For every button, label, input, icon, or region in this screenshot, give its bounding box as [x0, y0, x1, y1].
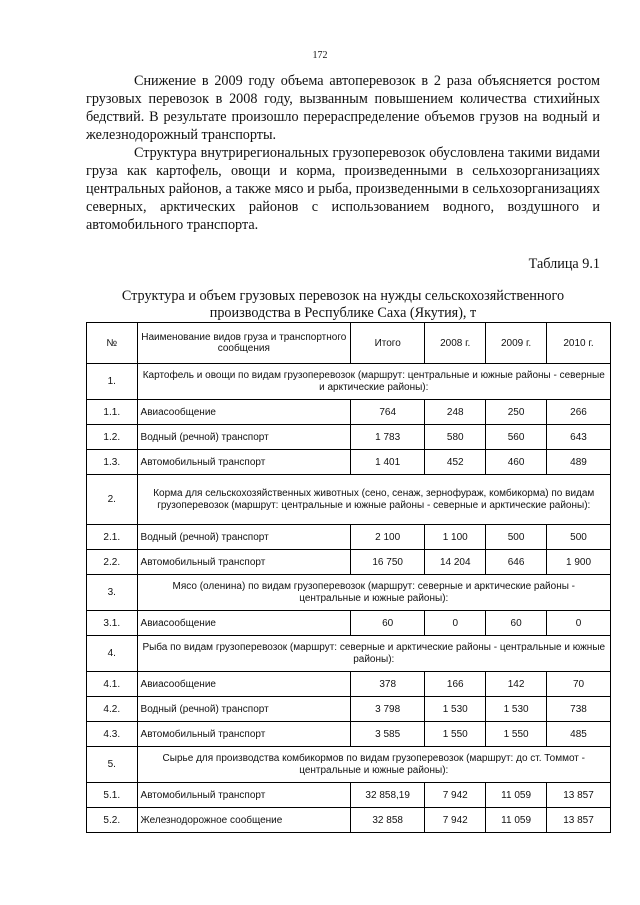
table-row — [87, 722, 611, 747]
table-body — [87, 364, 611, 833]
row-value-2009: 60 — [486, 611, 547, 636]
row-value-2009: 646 — [486, 550, 547, 575]
row-number: 1.1. — [87, 400, 138, 425]
row-value-2010: 1 900 — [547, 550, 611, 575]
row-value-2009: 1 550 — [486, 722, 547, 747]
row-total: 3 585 — [351, 722, 425, 747]
row-name: Авиасообщение — [137, 611, 351, 636]
row-name: Водный (речной) транспорт — [137, 697, 351, 722]
row-value-2009: 11 059 — [486, 808, 547, 833]
table-title: Структура и объем грузовых перевозок на нужды сельскохозяйственного производства в Республике Саха (Якутия), т — [121, 288, 565, 321]
row-name: Авиасообщение — [137, 400, 351, 425]
section-number: 1. — [87, 364, 138, 400]
table-header-row — [87, 323, 611, 364]
header-2008: 2008 г. — [425, 323, 486, 364]
paragraph-1: Снижение в 2009 году объема автоперевозок в 2 раза объясняется ростом грузовых перевозок в 2008 году, вызванным повышением количества стихийных бедствий. В результате произошло перераспределение объемов грузов на водный и железнодорожный транспорты. — [86, 73, 600, 143]
row-number: 4.3. — [87, 722, 138, 747]
header-2010: 2010 г. — [547, 323, 611, 364]
row-name: Железнодорожное сообщение — [137, 808, 351, 833]
row-total: 32 858,19 — [351, 783, 425, 808]
row-value-2008: 1 100 — [425, 525, 486, 550]
table-row — [87, 611, 611, 636]
section-row — [87, 364, 611, 400]
freight-table — [86, 322, 611, 833]
row-total: 60 — [351, 611, 425, 636]
page-number: 172 — [312, 50, 328, 61]
row-total: 16 750 — [351, 550, 425, 575]
table-row — [87, 400, 611, 425]
section-title: Рыба по видам грузоперевозок (маршрут: северные и арктические районы - центральные и южные районы): — [137, 636, 610, 672]
row-total: 764 — [351, 400, 425, 425]
row-value-2010: 489 — [547, 450, 611, 475]
row-name: Автомобильный транспорт — [137, 450, 351, 475]
row-value-2010: 738 — [547, 697, 611, 722]
row-value-2008: 7 942 — [425, 808, 486, 833]
table-caption: Таблица 9.1 — [528, 256, 600, 272]
header-2009: 2009 г. — [486, 323, 547, 364]
row-number: 5.1. — [87, 783, 138, 808]
row-name: Автомобильный транспорт — [137, 550, 351, 575]
row-name: Автомобильный транспорт — [137, 722, 351, 747]
section-row — [87, 475, 611, 525]
row-number: 4.1. — [87, 672, 138, 697]
row-value-2009: 460 — [486, 450, 547, 475]
row-name: Водный (речной) транспорт — [137, 425, 351, 450]
table-row — [87, 783, 611, 808]
row-value-2008: 452 — [425, 450, 486, 475]
row-value-2009: 142 — [486, 672, 547, 697]
section-number: 2. — [87, 475, 138, 525]
row-value-2010: 70 — [547, 672, 611, 697]
table-row — [87, 525, 611, 550]
row-value-2008: 7 942 — [425, 783, 486, 808]
row-total: 2 100 — [351, 525, 425, 550]
table-row — [87, 450, 611, 475]
row-value-2008: 166 — [425, 672, 486, 697]
row-number: 5.2. — [87, 808, 138, 833]
row-value-2008: 14 204 — [425, 550, 486, 575]
row-value-2009: 560 — [486, 425, 547, 450]
row-number: 4.2. — [87, 697, 138, 722]
row-value-2010: 13 857 — [547, 808, 611, 833]
table-row — [87, 697, 611, 722]
row-number: 2.1. — [87, 525, 138, 550]
body-text — [86, 72, 600, 234]
row-value-2009: 11 059 — [486, 783, 547, 808]
row-number: 2.2. — [87, 550, 138, 575]
table-row — [87, 425, 611, 450]
header-name: Наименование видов груза и транспортного сообщения — [137, 323, 351, 364]
section-number: 4. — [87, 636, 138, 672]
section-title: Сырье для производства комбикормов по видам грузоперевозок (маршрут: до ст. Томмот - центральные и южные районы): — [137, 747, 610, 783]
header-total: Итого — [351, 323, 425, 364]
row-value-2010: 500 — [547, 525, 611, 550]
row-number: 3.1. — [87, 611, 138, 636]
row-value-2008: 1 550 — [425, 722, 486, 747]
row-total: 32 858 — [351, 808, 425, 833]
section-title: Мясо (оленина) по видам грузоперевозок (маршрут: северные и арктические районы - центральные и южные районы): — [137, 575, 610, 611]
row-value-2009: 250 — [486, 400, 547, 425]
row-total: 1 401 — [351, 450, 425, 475]
row-number: 1.3. — [87, 450, 138, 475]
row-value-2010: 643 — [547, 425, 611, 450]
row-value-2010: 266 — [547, 400, 611, 425]
table-row — [87, 672, 611, 697]
section-row — [87, 575, 611, 611]
row-total: 3 798 — [351, 697, 425, 722]
row-value-2010: 485 — [547, 722, 611, 747]
paragraph-2: Структура внутрирегиональных грузоперевозок обусловлена такими видами груза как картофель, овощи и корма, произведенными в сельхозорганизациях центральных районов, а также мясо и рыба, произведенными в сельхозорганизациях северных, арктических районов с использованием водного, воздушного и автомобильного транспорта. — [86, 145, 600, 233]
row-total: 378 — [351, 672, 425, 697]
row-name: Автомобильный транспорт — [137, 783, 351, 808]
row-value-2009: 500 — [486, 525, 547, 550]
row-name: Водный (речной) транспорт — [137, 525, 351, 550]
row-value-2008: 248 — [425, 400, 486, 425]
row-value-2010: 0 — [547, 611, 611, 636]
section-title: Корма для сельскохозяйственных животных (сено, сенаж, зернофураж, комбикорма) по видам грузоперевозок (маршрут: центральные и южные районы - северные и арктические районы): — [137, 475, 610, 525]
row-name: Авиасообщение — [137, 672, 351, 697]
table-row — [87, 808, 611, 833]
row-value-2010: 13 857 — [547, 783, 611, 808]
table-row — [87, 550, 611, 575]
section-row — [87, 636, 611, 672]
section-title: Картофель и овощи по видам грузоперевозок (маршрут: центральные и южные районы - северные и арктические районы): — [137, 364, 610, 400]
row-value-2008: 580 — [425, 425, 486, 450]
section-number: 3. — [87, 575, 138, 611]
row-total: 1 783 — [351, 425, 425, 450]
row-number: 1.2. — [87, 425, 138, 450]
row-value-2008: 1 530 — [425, 697, 486, 722]
header-no: № — [87, 323, 138, 364]
section-row — [87, 747, 611, 783]
row-value-2008: 0 — [425, 611, 486, 636]
row-value-2009: 1 530 — [486, 697, 547, 722]
section-number: 5. — [87, 747, 138, 783]
